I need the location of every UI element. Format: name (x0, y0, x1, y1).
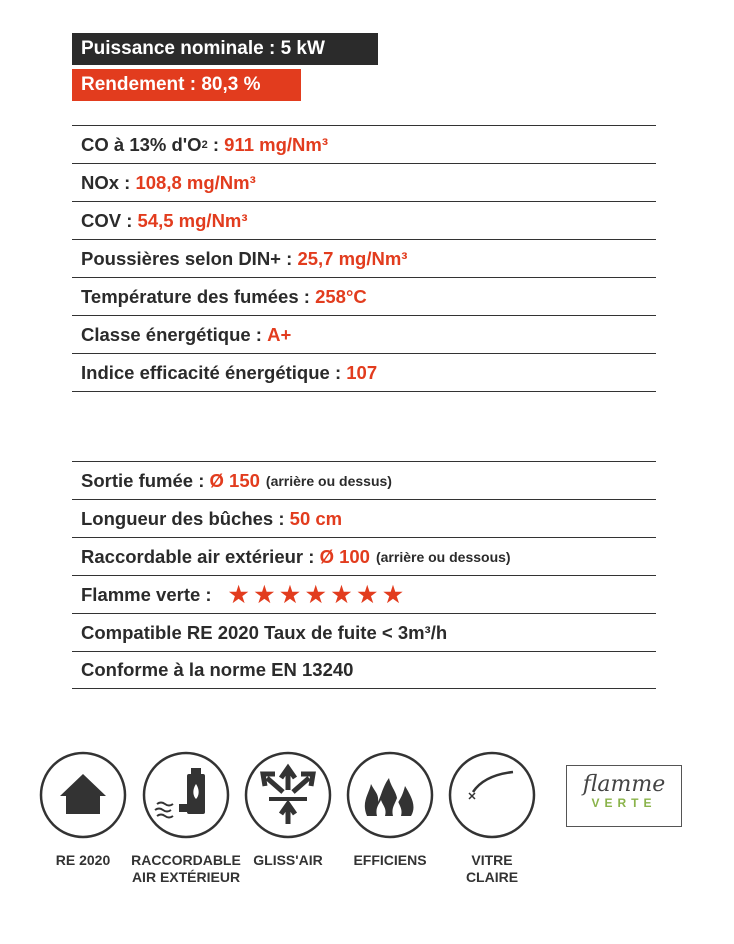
spec-row-temperature (72, 277, 656, 315)
spec-row-cov (72, 201, 656, 239)
glissair-label: GLISS'AIR (253, 852, 323, 868)
vitre-label-line2: CLAIRE (465, 869, 519, 885)
flamme-logo-script: flamme (582, 772, 666, 797)
cov-label: COV : (81, 209, 138, 231)
nox-label: NOx : (81, 171, 136, 193)
spec-row-nox (72, 163, 656, 201)
co-label: CO à 13% d'O (81, 133, 202, 155)
spec-row-classe (72, 315, 656, 353)
flamme-verte-logo (566, 765, 682, 827)
vitre-label (432, 852, 552, 886)
classe-label: Classe énergétique : (81, 323, 268, 345)
co-label-separator: : (207, 133, 225, 155)
spec-row-longueur (72, 499, 656, 537)
raccordable-value: Ø 100 (319, 545, 370, 567)
emissions-spec-list (72, 125, 656, 430)
raccordable-icon-label-line1: RACCORDABLE (131, 852, 241, 868)
spec-row-spacer (72, 391, 656, 430)
re2020-text: Compatible RE 2020 Taux de fuite < 3m³/h (81, 621, 448, 643)
longueur-label: Longueur des bûches : (81, 507, 290, 529)
spec-row-norme (72, 651, 656, 689)
efficiens-label: EFFICIENS (353, 852, 427, 868)
classe-value: A+ (267, 323, 292, 345)
spec-row-flamme (72, 575, 656, 613)
temperature-label: Température des fumées : (81, 285, 316, 307)
cov-value: 54,5 mg/Nm³ (137, 209, 248, 231)
flamme-stars-rating: ★★★★★★★ (228, 581, 409, 607)
spec-row-poussieres (72, 239, 656, 277)
poussieres-value: 25,7 mg/Nm³ (297, 247, 408, 269)
longueur-value: 50 cm (289, 507, 343, 529)
spec-row-sortie (72, 461, 656, 499)
spec-row-raccordable (72, 537, 656, 575)
raccordable-label: Raccordable air extérieur : (81, 545, 320, 567)
temperature-value: 258°C (315, 285, 367, 307)
sortie-note: (arrière ou dessus) (265, 472, 392, 489)
house-icon (38, 750, 128, 840)
flamme-logo-verte: VERTE (591, 796, 657, 810)
re2020-label: RE 2020 (55, 852, 111, 868)
indice-value: 107 (346, 361, 378, 383)
nox-value: 108,8 mg/Nm³ (135, 171, 256, 193)
spec-row-re2020 (72, 613, 656, 651)
sortie-label: Sortie fumée : (81, 469, 210, 491)
flames-icon (345, 750, 435, 840)
sortie-value: Ø 150 (209, 469, 260, 491)
spec-row-indice (72, 353, 656, 391)
norme-text: Conforme à la norme EN 13240 (81, 659, 354, 680)
co-label-subscript: 2 (201, 138, 208, 151)
glass-icon (447, 750, 537, 840)
vitre-label-line1: VITRE (471, 852, 513, 868)
co-value: 911 mg/Nm³ (224, 133, 329, 155)
stove-air-icon (141, 750, 231, 840)
poussieres-label: Poussières selon DIN+ : (81, 247, 298, 269)
indice-label: Indice efficacité énergétique : (81, 361, 347, 383)
rendement-badge: Rendement : 80,3 % (72, 69, 301, 101)
glissair-icon (243, 750, 333, 840)
spec-row-co (72, 125, 656, 163)
features-spec-list (72, 461, 656, 689)
puissance-badge: Puissance nominale : 5 kW (72, 33, 378, 65)
raccordable-icon-label-line2: AIR EXTÉRIEUR (131, 869, 241, 885)
raccordable-note: (arrière ou dessous) (375, 548, 511, 565)
flamme-label: Flamme verte : (81, 583, 217, 605)
